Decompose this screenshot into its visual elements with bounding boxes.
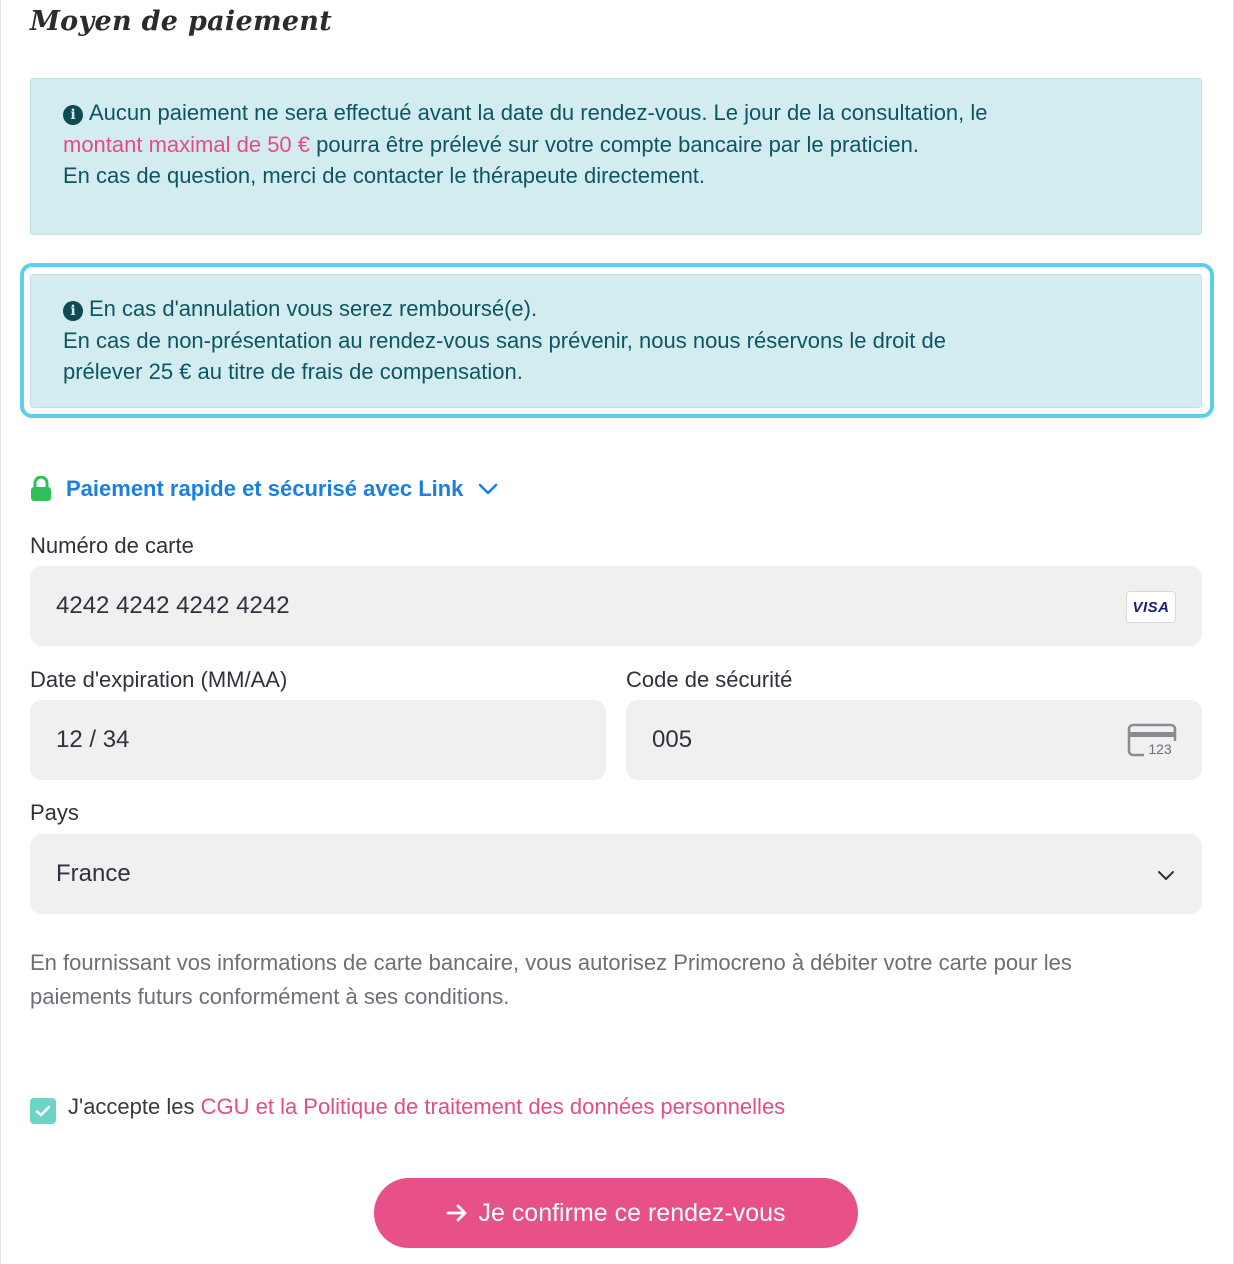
cancellation-line-1 [63,293,1169,325]
payment-info-text-1: Aucun paiement ne sera effectué avant la date du rendez-vous. Le jour de la consultation, le [89,100,988,125]
disclaimer-line-2: paiements futurs conformément à ses conditions. [30,984,510,1009]
max-amount-highlight: montant maximal de 50 € [63,131,311,157]
cancellation-line-2: En cas de non-présentation au rendez-vous sans prévenir, nous nous réservons le droit de [63,327,946,353]
chevron-down-icon[interactable] [1154,863,1178,887]
terms-label [68,1094,785,1120]
info-icon: i [63,105,83,125]
payment-info-line-2 [63,129,1169,161]
disclaimer-line-1: En fournissant vos informations de carte bancaire, vous autorisez Primocreno à débiter votre carte pour les [30,950,1072,975]
country-value: France [56,860,131,887]
cvc-label: Code de sécurité [626,667,793,692]
lock-icon [30,476,52,502]
authorization-disclaimer [30,946,1210,1014]
card-number-value: 4242 4242 4242 4242 [56,592,290,619]
cancellation-text-1: En cas d'annulation vous serez remboursé(e). [89,296,538,321]
frame-border-left [0,0,1,1264]
confirm-button-label: Je confirme ce rendez-vous [478,1198,786,1227]
card-number-input[interactable] [30,566,1202,646]
cvc-input[interactable] [626,700,1202,780]
cancellation-line-3: prélever 25 € au titre de frais de compensation. [63,359,523,384]
cvc-value: 005 [652,726,693,753]
section-title: Moyen de paiement [30,6,333,37]
cancellation-info-alert [30,274,1202,408]
payment-info-line-1 [63,97,1169,129]
link-toggle[interactable] [30,474,499,504]
link-label[interactable]: Paiement rapide et sécurisé avec Link [66,476,464,501]
payment-info-line-3: En cas de question, merci de contacter le thérapeute directement. [63,163,706,188]
check-icon [30,1098,56,1124]
cvc-icon-text: 123 [1148,741,1172,757]
country-label: Pays [30,800,79,825]
terms-checkbox[interactable] [30,1098,56,1124]
payment-info-text-2: pourra être prélevé sur votre compte bancaire par le praticien. [310,131,920,157]
card-number-label: Numéro de carte [30,533,194,558]
terms-link[interactable]: CGU et la Politique de traitement des données personnelles [200,1094,786,1119]
expiry-input[interactable] [30,700,606,780]
expiry-label: Date d'expiration (MM/AA) [30,667,288,692]
country-select[interactable] [30,834,1202,914]
visa-card-icon: VISA [1126,591,1176,623]
confirm-appointment-button[interactable] [374,1178,858,1248]
arrow-right-icon [446,1202,468,1224]
terms-prefix: J'accepte les [68,1094,201,1119]
info-icon: i [63,301,83,321]
cvc-card-icon [1126,722,1178,758]
payment-info-alert [30,78,1202,235]
chevron-down-icon[interactable] [477,478,499,500]
expiry-value: 12 / 34 [56,726,130,753]
